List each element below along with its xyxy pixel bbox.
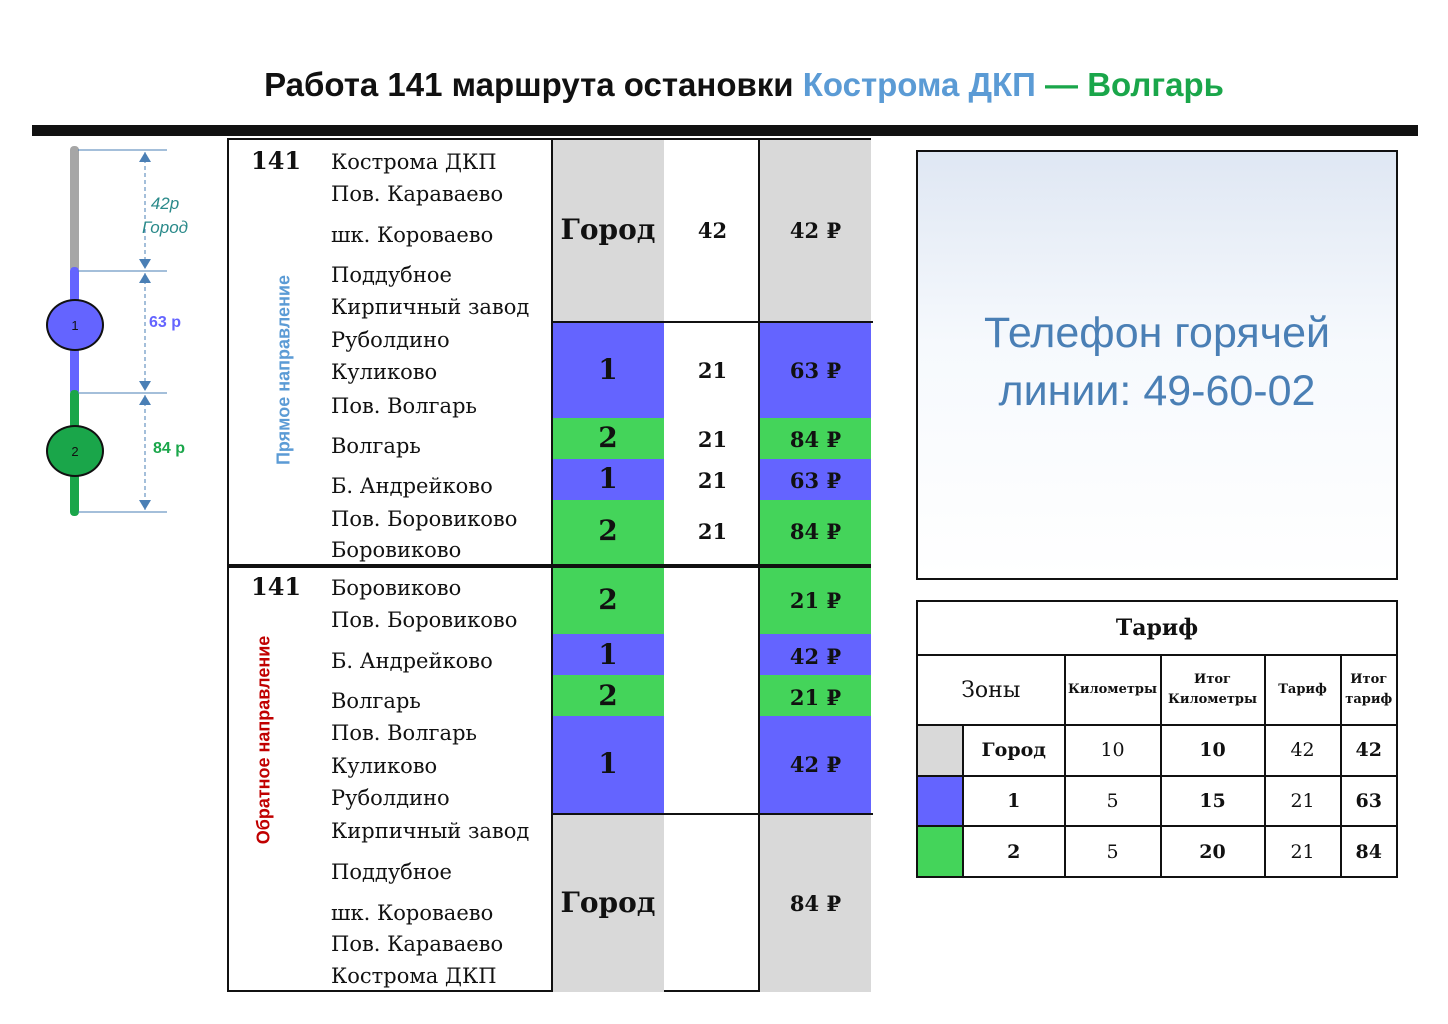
km-value: 21: [697, 519, 728, 544]
tariff-cell: 42: [1265, 725, 1341, 776]
header-total-km-line1: Итог: [1194, 672, 1232, 687]
stop-name: Волгарь: [331, 434, 421, 458]
stop-name: Кострома ДКП: [331, 150, 497, 174]
title-divider: [32, 125, 1418, 136]
km-value: 21: [697, 427, 728, 452]
backward-route-number: 141: [251, 572, 302, 601]
stop-name: Боровиково: [331, 538, 462, 562]
table-row: [917, 725, 1397, 776]
stop-name: Пов. Волгарь: [331, 394, 477, 418]
total-km-cell: 20: [1161, 826, 1265, 877]
total-km-cell: 10: [1161, 725, 1265, 776]
stop-name: Поддубное: [331, 860, 452, 884]
title-origin: Кострома ДКП: [802, 66, 1036, 103]
total-tariff-cell: 63: [1341, 776, 1397, 827]
km-value: 21: [697, 468, 728, 493]
km-value: 21: [697, 358, 728, 383]
stop-name: Пов. Волгарь: [331, 721, 477, 745]
zone-label: 2: [598, 514, 618, 547]
tariff-table: [916, 600, 1398, 878]
table-row: [917, 776, 1397, 827]
tariff-cell: 21: [1265, 826, 1341, 877]
zone-name: 1: [963, 776, 1065, 827]
stop-name: Кирпичный завод: [331, 819, 530, 843]
zone-label: 1: [598, 353, 618, 386]
table-row: [917, 826, 1397, 877]
stop-name: Б. Андрейково: [331, 474, 493, 498]
zone2-circle-label: 2: [71, 443, 79, 459]
stop-name: Руболдино: [331, 786, 450, 810]
stop-name: Пов. Боровиково: [331, 507, 518, 531]
price-value: 21 ₽: [789, 588, 842, 613]
stop-name: Б. Андрейково: [331, 649, 493, 673]
price-value: 84 ₽: [789, 891, 842, 916]
header-total-tariff-line1: Итог: [1350, 672, 1388, 687]
zone-label: 2: [598, 421, 618, 454]
header-total-tariff: [1341, 655, 1397, 725]
stop-name: Руболдино: [331, 328, 450, 352]
price-value: 63 ₽: [789, 358, 842, 383]
stop-name: Волгарь: [331, 689, 421, 713]
price-value: 42 ₽: [789, 752, 842, 777]
header-total-tariff-line2: тариф: [1345, 692, 1393, 707]
zone-label: 1: [598, 747, 618, 780]
km-value: 42: [697, 218, 728, 243]
tariff-title: Тариф: [917, 601, 1397, 655]
zone-label: Город: [560, 886, 656, 919]
price-value: 21 ₽: [789, 685, 842, 710]
km-cell: 5: [1065, 826, 1161, 877]
title-destination: Волгарь: [1087, 66, 1224, 103]
hotline-line1: Телефон горячей: [983, 309, 1331, 357]
zone1-circle-label: 1: [71, 317, 79, 333]
stop-name: Куликово: [331, 754, 438, 778]
backward-direction-label: Обратное направление: [253, 635, 274, 845]
header-km: Километры: [1065, 655, 1161, 725]
schematic-city-note: [142, 192, 188, 240]
stop-name: шк. Короваево: [331, 223, 494, 247]
zone-label: 1: [598, 462, 618, 495]
city-note-price: 42р: [150, 194, 180, 213]
forward-route-number: 141: [251, 146, 302, 175]
stop-name: Пов. Караваево: [331, 182, 504, 206]
stop-name: Кирпичный завод: [331, 295, 530, 319]
stop-name: Кострома ДКП: [331, 964, 497, 988]
city-note-label: Город: [142, 218, 189, 237]
km-cell: 5: [1065, 776, 1161, 827]
zone-swatch-1: [917, 776, 963, 827]
route-schematic: [30, 140, 220, 530]
price-value: 84 ₽: [789, 519, 842, 544]
header-zones: Зоны: [917, 655, 1065, 725]
stop-name: шк. Короваево: [331, 901, 494, 925]
grid-line: [551, 321, 873, 323]
zone-name: 2: [963, 826, 1065, 877]
zone-name: Город: [963, 725, 1065, 776]
zone-label: Город: [560, 213, 656, 246]
total-tariff-cell: 84: [1341, 826, 1397, 877]
hotline-text: [918, 304, 1396, 420]
dimension-lines: [30, 140, 220, 530]
stop-name: Пов. Караваево: [331, 932, 504, 956]
title-prefix: Работа 141 маршрута остановки: [264, 66, 794, 103]
total-tariff-cell: 42: [1341, 725, 1397, 776]
price-value: 42 ₽: [789, 218, 842, 243]
direction-divider: [229, 564, 871, 568]
tariff-cell: 21: [1265, 776, 1341, 827]
hotline-panel: [916, 150, 1398, 580]
zone2-price: 84 р: [153, 440, 186, 457]
grid-line: [551, 813, 873, 815]
price-value: 84 ₽: [789, 427, 842, 452]
price-value: 63 ₽: [789, 468, 842, 493]
zone-swatch-2: [917, 826, 963, 877]
total-km-cell: 15: [1161, 776, 1265, 827]
km-cell: 10: [1065, 725, 1161, 776]
zone-label: 2: [598, 679, 618, 712]
zone-label: 2: [598, 583, 618, 616]
forward-direction-label: Прямое направление: [273, 274, 294, 466]
zone1-price: 63 р: [149, 314, 182, 331]
price-value: 42 ₽: [789, 644, 842, 669]
stop-name: Поддубное: [331, 263, 452, 287]
stop-name: Пов. Боровиково: [331, 608, 518, 632]
route-table: [227, 138, 871, 992]
header-tariff: Тариф: [1265, 655, 1341, 725]
hotline-line2: линии: 49-60-02: [998, 367, 1316, 415]
header-total-km-line2: Километры: [1168, 692, 1258, 707]
zone-swatch-city: [917, 725, 963, 776]
stop-name: Куликово: [331, 360, 438, 384]
title-dash: —: [1035, 66, 1088, 103]
zone-label: 1: [598, 638, 618, 671]
page-title: [0, 66, 1448, 104]
stop-name: Боровиково: [331, 576, 462, 600]
header-total-km: [1161, 655, 1265, 725]
